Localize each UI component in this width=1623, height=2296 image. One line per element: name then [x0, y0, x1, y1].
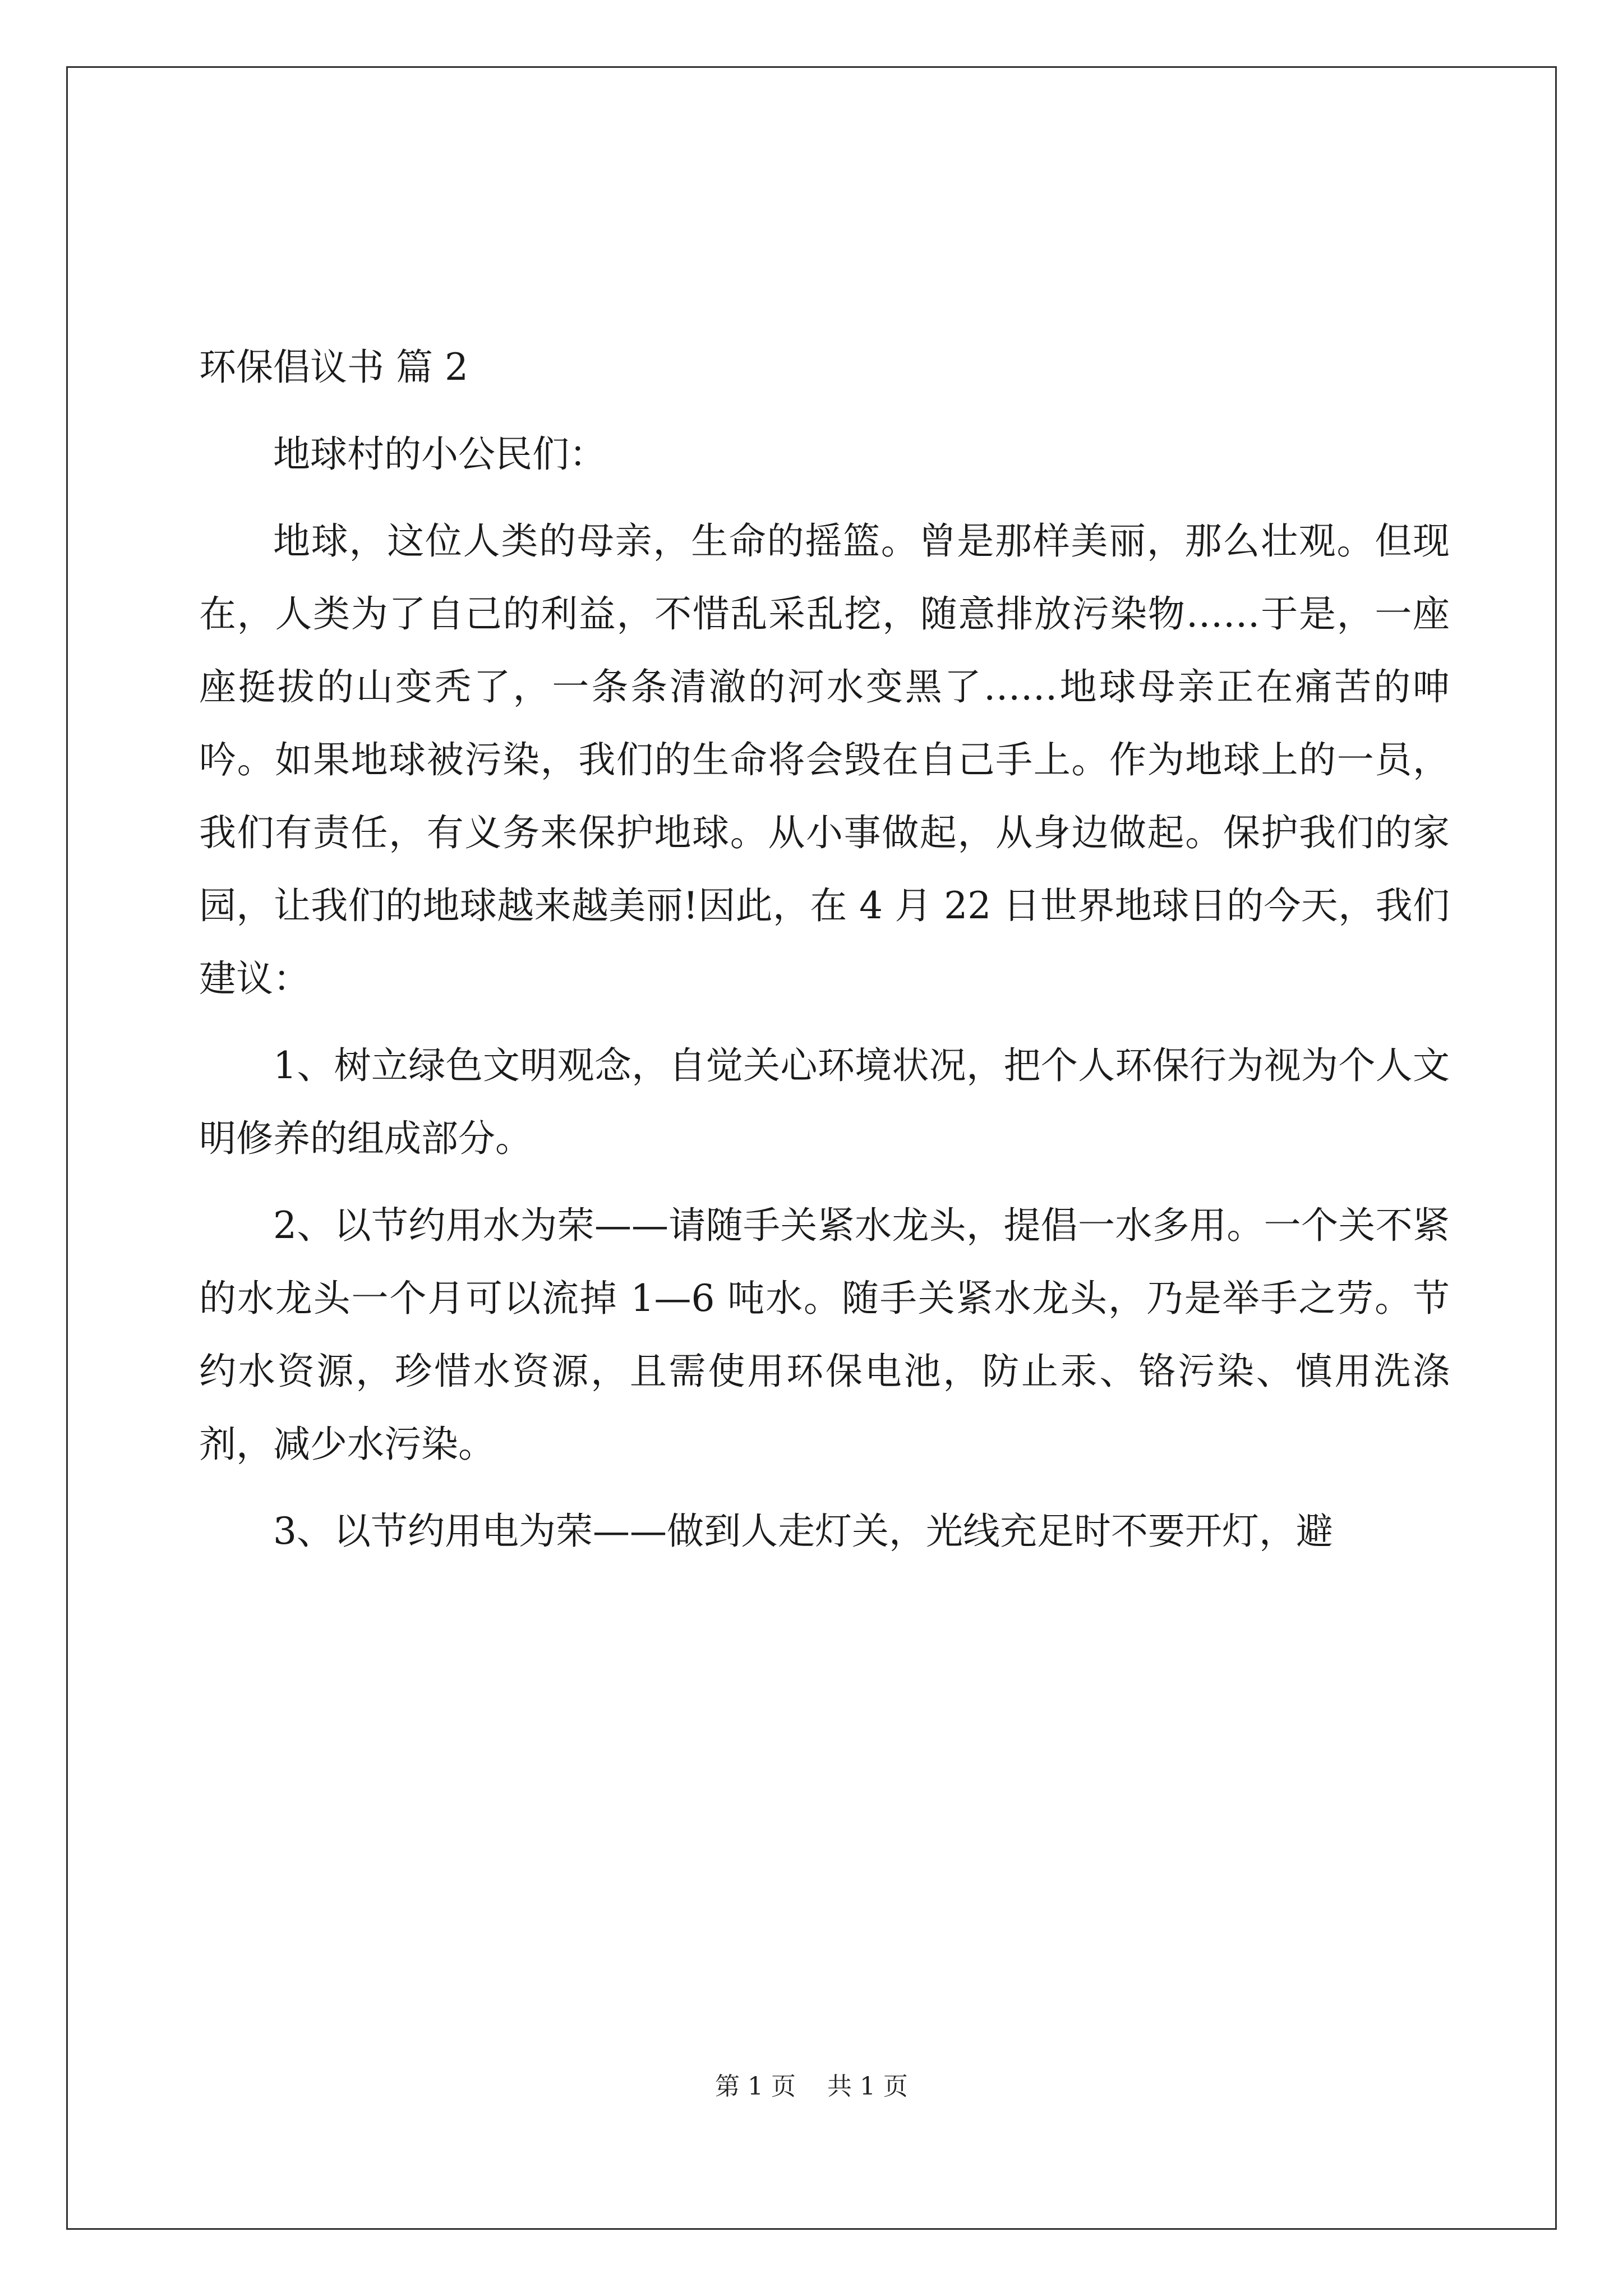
page-number: 第 1 页 共 1 页 — [715, 2072, 908, 2101]
paragraph-intro: 地球，这位人类的母亲，生命的摇篮。曾是那样美丽，那么壮观。但现在，人类为了自己的利益，不惜乱采乱挖，随意排放污染物……于是，一座座挺拔的山变秃了，一条条清澈的河水变黑了……地球母亲正在痛苦的呻吟。如果地球被污染，我们的生命将会毁在自己手上。作为地球上的一员，我们有责任，有义务来保护地球。从小事做起，从身边做起。保护我们的家园，让我们的地球越来越美丽!因此，在 4 月 22 日世界地球日的今天，我们建议： — [199, 519, 1450, 1000]
document-body — [199, 331, 1450, 1582]
paragraph-suggestion-1: 1、树立绿色文明观念，自觉关心环境状况，把个人环保行为视为个人文明修养的组成部分。 — [199, 1044, 1450, 1160]
paragraph-suggestion-2: 2、以节约用水为荣——请随手关紧水龙头，提倡一水多用。一个关不紧的水龙头一个月可以流掉 1—6 吨水。随手关紧水龙头，乃是举手之劳。节约水资源，珍惜水资源，且需使用环保电池，防止汞、铬污染、慎用洗涤剂，减少水污染。 — [199, 1204, 1450, 1466]
page-footer — [0, 2070, 1623, 2104]
paragraph-suggestion-3: 3、以节约用电为荣——做到人走灯关，光线充足时不要开灯，避 — [273, 1510, 1333, 1553]
salutation: 地球村的小公民们： — [273, 432, 606, 476]
document-title: 环保倡议书 篇 2 — [199, 346, 468, 389]
